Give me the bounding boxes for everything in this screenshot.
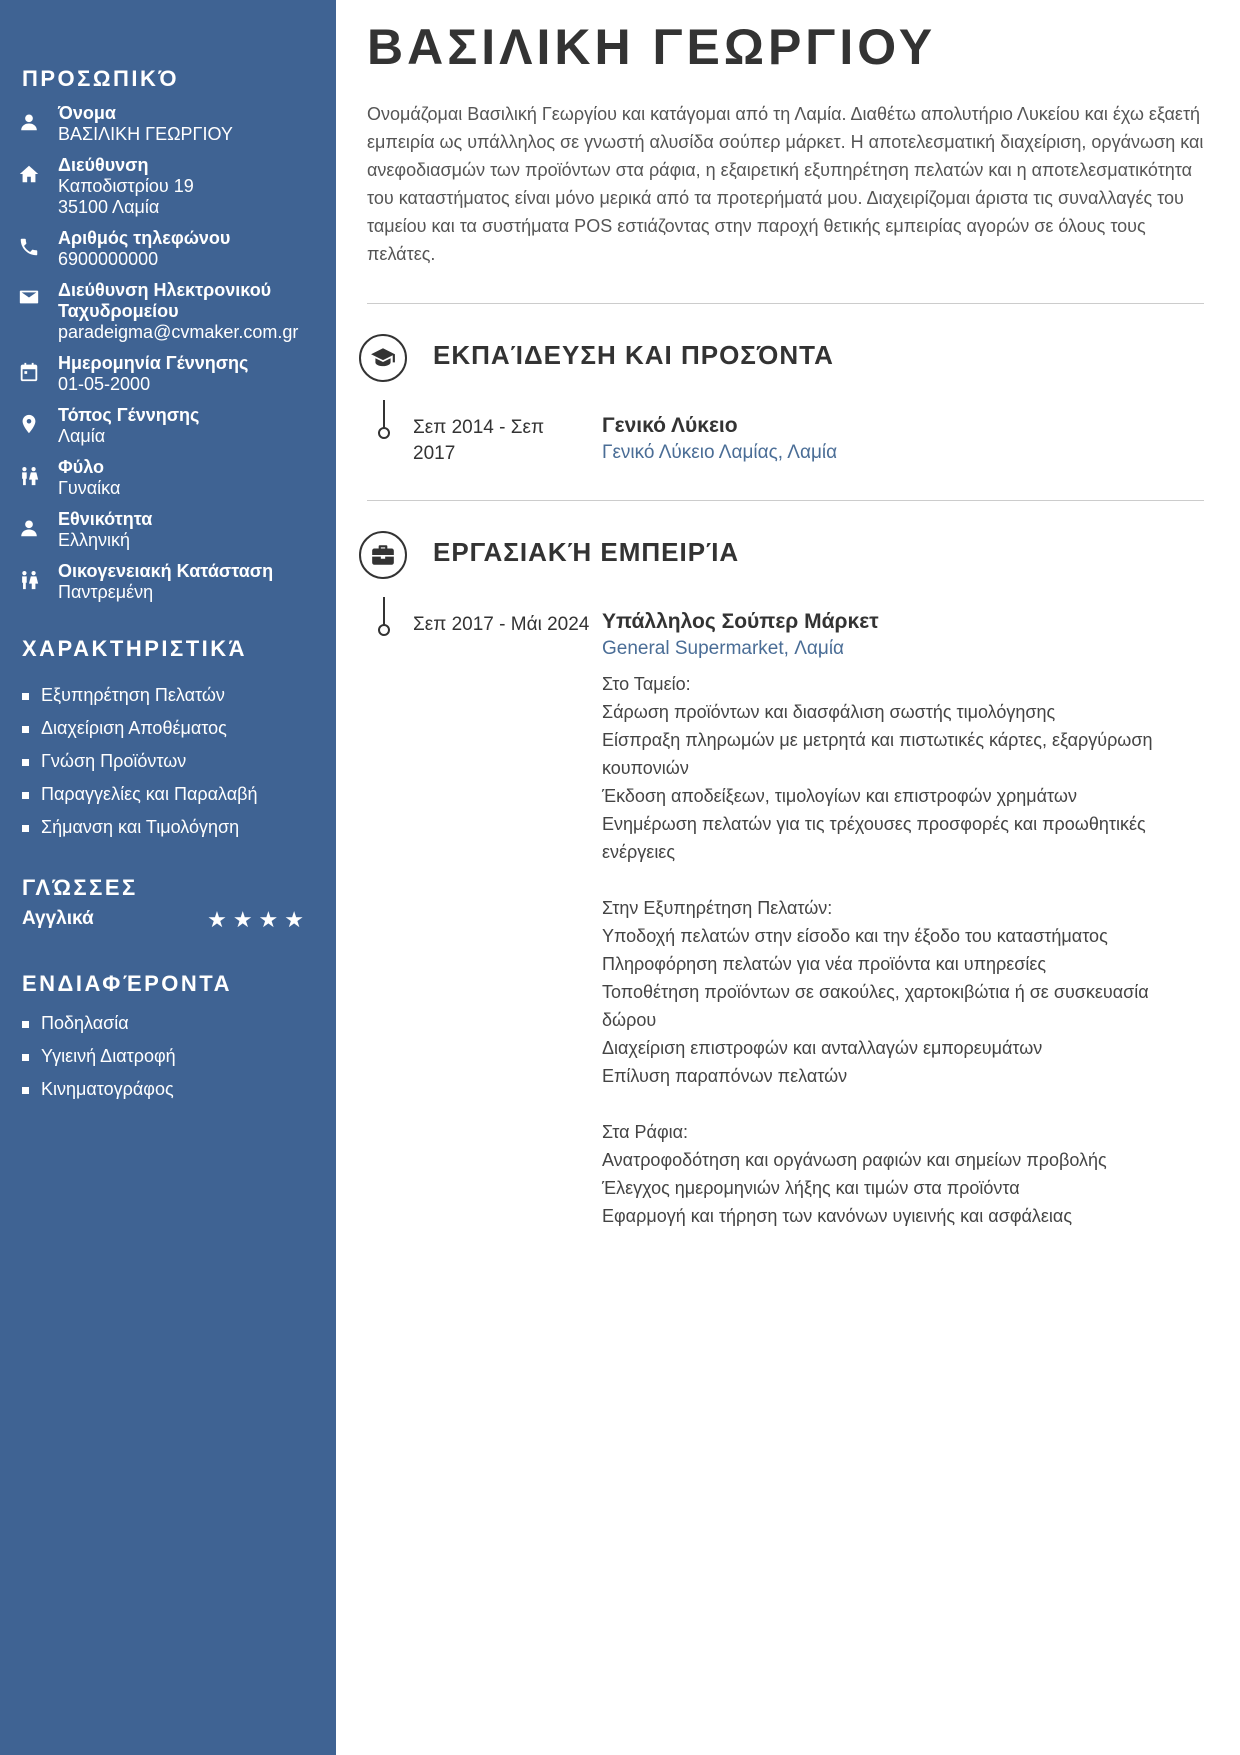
description-line: Υποδοχή πελατών στην είσοδο και την έξοδο του καταστήματος: [602, 926, 1108, 946]
location-pin-icon: [18, 413, 40, 435]
sidebar: [0, 0, 336, 1755]
phone-icon: [18, 236, 40, 258]
personal-value: 35100 Λαμία: [58, 197, 160, 217]
personal-value: Λαμία: [58, 426, 106, 446]
experience-job-title: Υπάλληλος Σούπερ Μάρκετ: [602, 610, 879, 633]
graduation-cap-icon: [359, 334, 407, 382]
personal-value: Καποδιστρίου 19: [58, 176, 194, 196]
interests-list: [22, 1011, 176, 1110]
star-rating: ★★★★: [207, 907, 310, 932]
description-line: Ανατροφοδότηση και οργάνωση ραφιών και σημείων προβολής: [602, 1150, 1107, 1170]
section-divider: [367, 500, 1204, 501]
skill-item: Σήμανση και Τιμολόγηση: [22, 815, 258, 848]
skill-item: Διαχείριση Αποθέματος: [22, 716, 258, 749]
skills-heading: ΧΑΡΑΚΤΗΡΙΣΤΙΚΆ: [22, 636, 248, 661]
personal-value: Ελληνική: [58, 530, 131, 550]
personal-label: Αριθμός τηλεφώνου: [58, 228, 231, 248]
personal-heading: ΠΡΟΣΩΠΙΚΌ: [22, 66, 180, 91]
description-line: Στην Εξυπηρέτηση Πελατών:: [602, 898, 833, 918]
experience-title: ΕΡΓΑΣΙΑΚΉ ΕΜΠΕΙΡΊΑ: [433, 537, 740, 567]
section-divider: [367, 303, 1204, 304]
personal-label: Οικογενειακή Κατάσταση: [58, 561, 274, 581]
education-date: Σεπ 2014 - Σεπ 2017: [413, 417, 545, 464]
person-icon: [18, 111, 40, 133]
description-line: Είσπραξη πληρωμών με μετρητά και πιστωτικές κάρτες, εξαργύρωση κουπονιών: [602, 730, 1153, 778]
description-spacer: [602, 866, 1202, 894]
candidate-name: ΒΑΣΙΛΙΚΗ ΓΕΩΡΓΙΟΥ: [367, 19, 937, 75]
description-line: Στα Ράφια:: [602, 1122, 689, 1142]
skill-item: Γνώση Προϊόντων: [22, 749, 258, 782]
personal-value: ΒΑΣΙΛΙΚΗ ΓΕΩΡΓΙΟΥ: [58, 124, 233, 144]
personal-label: Φύλο: [58, 457, 105, 477]
experience-employer: General Supermarket, Λαμία: [602, 638, 845, 659]
home-icon: [18, 163, 40, 185]
timeline-dot: [378, 624, 390, 636]
interests-heading: ΕΝΔΙΑΦΈΡΟΝΤΑ: [22, 971, 232, 996]
skill-item: Παραγγελίες και Παραλαβή: [22, 782, 258, 815]
family-icon: [18, 569, 40, 591]
timeline-line: [383, 400, 385, 428]
skill-item: Εξυπηρέτηση Πελατών: [22, 683, 258, 716]
experience-date: Σεπ 2017 - Μάι 2024: [413, 614, 590, 635]
description-line: Τοποθέτηση προϊόντων σε σακούλες, χαρτοκιβώτια ή σε συσκευασία δώρου: [602, 982, 1149, 1030]
personal-label: Όνομα: [58, 103, 116, 123]
interest-item: Ποδηλασία: [22, 1011, 176, 1044]
description-line: Σάρωση προϊόντων και διασφάλιση σωστής τιμολόγησης: [602, 702, 1056, 722]
interest-item: Κινηματογράφος: [22, 1077, 176, 1110]
gender-icon: [18, 465, 40, 487]
skills-list: [22, 683, 258, 848]
interest-item: Υγιεινή Διατροφή: [22, 1044, 176, 1077]
timeline-line: [383, 597, 385, 625]
education-institution: Γενικό Λύκειο Λαμίας, Λαμία: [602, 442, 838, 463]
description-line: Επίλυση παραπόνων πελατών: [602, 1066, 848, 1086]
description-line: Εφαρμογή και τήρηση των κανόνων υγιεινής και ασφάλειας: [602, 1206, 1072, 1226]
personal-label: Τόπος Γέννησης: [58, 405, 200, 425]
description-line: Πληροφόρηση πελατών για νέα προϊόντα και υπηρεσίες: [602, 954, 1047, 974]
personal-value: paradeigma@cvmaker.com.gr: [58, 322, 299, 342]
personal-value: 01-05-2000: [58, 374, 151, 394]
languages-heading: ΓΛΏΣΣΕΣ: [22, 875, 138, 900]
personal-value: Παντρεμένη: [58, 582, 154, 602]
profile-summary: Ονομάζομαι Βασιλική Γεωργίου και κατάγομαι από τη Λαμία. Διαθέτω απολυτήριο Λυκείου και έχω εξαετή εμπειρία ως υπάλληλος σε γνωστή αλυσίδα σούπερ μάρκετ. Η αποτελεσματική διαχείριση, οργάνωση και ανεφοδιασμών των προϊόντων στα ράφια, η εξαιρετική εξυπηρέτηση πελατών και η αποτελεσματικότητα του καταστήματος είναι μόνο μερικά από τα προτερήματά μου. Διαχειρίζομαι άριστα τις συναλλαγές του ταμείου και τα συστήματα POS εστιάζοντας στην παροχή θετικής εμπειρίας αγορών σε όλους τους πελάτες.: [367, 104, 1204, 264]
description-spacer: [602, 1090, 1202, 1118]
description-line: Στο Ταμείο:: [602, 674, 691, 694]
personal-value: Γυναίκα: [58, 478, 121, 498]
experience-description: [602, 670, 1202, 1230]
description-line: Ενημέρωση πελατών για τις τρέχουσες προσφορές και προωθητικές ενέργειες: [602, 814, 1146, 862]
language-name: Αγγλικά: [22, 908, 94, 929]
mail-icon: [18, 286, 40, 308]
description-line: Διαχείριση επιστροφών και ανταλλαγών εμπορευμάτων: [602, 1038, 1043, 1058]
personal-value: 6900000000: [58, 249, 159, 269]
language-row: [22, 908, 314, 934]
timeline-dot: [378, 427, 390, 439]
description-line: Έλεγχος ημερομηνιών λήξης και τιμών στα προϊόντα: [602, 1178, 1020, 1198]
personal-label: Διεύθυνση Ηλεκτρονικού Ταχυδρομείου: [58, 280, 272, 321]
description-line: Έκδοση αποδείξεων, τιμολογίων και επιστροφών χρημάτων: [602, 786, 1077, 806]
personal-label: Διεύθυνση: [58, 155, 149, 175]
person-icon: [18, 517, 40, 539]
education-title-text: Γενικό Λύκειο: [602, 414, 738, 437]
calendar-icon: [18, 361, 40, 383]
briefcase-icon: [359, 531, 407, 579]
education-title: ΕΚΠΑΊΔΕΥΣΗ ΚΑΙ ΠΡΟΣΌΝΤΑ: [433, 340, 834, 370]
personal-label: Ημερομηνία Γέννησης: [58, 353, 249, 373]
main-content: [336, 0, 1240, 1755]
personal-label: Εθνικότητα: [58, 509, 153, 529]
